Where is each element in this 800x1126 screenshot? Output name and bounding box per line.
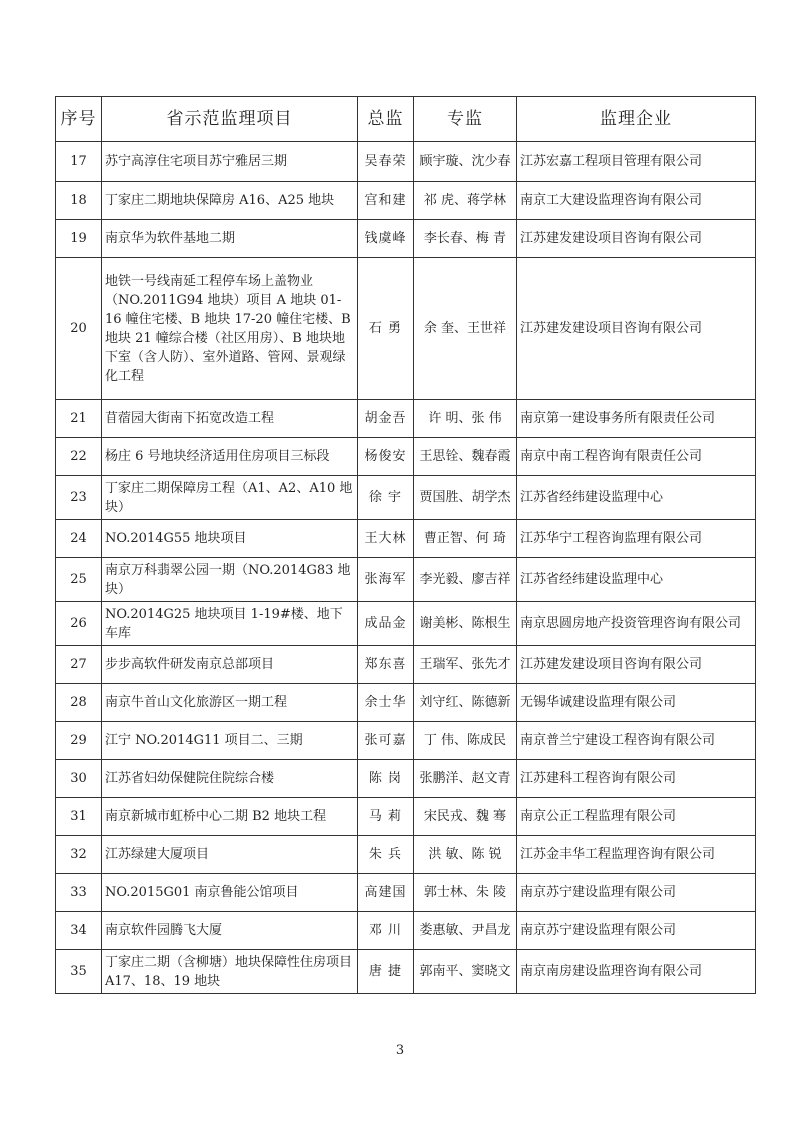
cell-supervisors: 刘守红、陈德新 [414, 684, 517, 722]
cell-project: NO.2014G55 地块项目 [102, 520, 358, 558]
cell-supervisors: 顾宇璇、沈少春 [414, 142, 517, 182]
cell-no: 19 [56, 220, 102, 258]
cell-supervisors: 宋民戎、魏 骞 [414, 798, 517, 836]
cell-company: 南京苏宁建设监理有限公司 [517, 874, 756, 912]
cell-project: 南京新城市虹桥中心二期 B2 地块工程 [102, 798, 358, 836]
cell-no: 22 [56, 438, 102, 476]
cell-project: 丁家庄二期（含柳塘）地块保障性住房项目 A17、18、19 地块 [102, 950, 358, 994]
cell-project: NO.2014G25 地块项目 1-19#楼、地下车库 [102, 602, 358, 646]
cell-no: 26 [56, 602, 102, 646]
cell-no: 18 [56, 182, 102, 220]
table-row [56, 220, 756, 258]
cell-project: 南京软件园腾飞大厦 [102, 912, 358, 950]
table-row [56, 476, 756, 520]
cell-chief: 邓 川 [358, 912, 414, 950]
cell-project: 步步高软件研发南京总部项目 [102, 646, 358, 684]
cell-no: 30 [56, 760, 102, 798]
cell-company: 南京公正工程监理有限公司 [517, 798, 756, 836]
cell-chief: 吴春荣 [358, 142, 414, 182]
header-chief: 总监 [358, 97, 414, 142]
cell-supervisors: 谢美彬、陈根生 [414, 602, 517, 646]
cell-supervisors: 李长春、梅 青 [414, 220, 517, 258]
cell-chief: 郑东喜 [358, 646, 414, 684]
cell-chief: 朱 兵 [358, 836, 414, 874]
cell-no: 20 [56, 258, 102, 400]
table-body [56, 142, 756, 994]
cell-company: 江苏建发建设项目咨询有限公司 [517, 258, 756, 400]
cell-supervisors: 张鹏洋、赵文青 [414, 760, 517, 798]
cell-no: 27 [56, 646, 102, 684]
cell-chief: 唐 捷 [358, 950, 414, 994]
cell-company: 江苏金丰华工程监理咨询有限公司 [517, 836, 756, 874]
cell-chief: 张可嘉 [358, 722, 414, 760]
cell-supervisors: 娄惠敏、尹昌龙 [414, 912, 517, 950]
table-row [56, 602, 756, 646]
cell-supervisors: 丁 伟、陈成民 [414, 722, 517, 760]
cell-supervisors: 余 奎、王世祥 [414, 258, 517, 400]
cell-supervisors: 郭士林、朱 陵 [414, 874, 517, 912]
table-row [56, 520, 756, 558]
cell-no: 25 [56, 558, 102, 602]
cell-project: 丁家庄二期地块保障房 A16、A25 地块 [102, 182, 358, 220]
cell-company: 无锡华诚建设监理有限公司 [517, 684, 756, 722]
table-row [56, 722, 756, 760]
cell-chief: 余士华 [358, 684, 414, 722]
table-row [56, 950, 756, 994]
cell-no: 21 [56, 400, 102, 438]
cell-company: 南京中南工程咨询有限责任公司 [517, 438, 756, 476]
cell-chief: 徐 宇 [358, 476, 414, 520]
table-row [56, 142, 756, 182]
cell-company: 南京苏宁建设监理有限公司 [517, 912, 756, 950]
cell-no: 28 [56, 684, 102, 722]
cell-chief: 胡金吾 [358, 400, 414, 438]
table-row [56, 646, 756, 684]
table-row [56, 558, 756, 602]
cell-chief: 马 莉 [358, 798, 414, 836]
cell-chief: 王大林 [358, 520, 414, 558]
cell-chief: 高建国 [358, 874, 414, 912]
table-row [56, 438, 756, 476]
table-row [56, 400, 756, 438]
cell-project: 江苏省妇幼保健院住院综合楼 [102, 760, 358, 798]
table-row [56, 874, 756, 912]
table-row [56, 684, 756, 722]
cell-company: 南京思圆房地产投资管理咨询有限公司 [517, 602, 756, 646]
table-row [56, 912, 756, 950]
header-no: 序号 [56, 97, 102, 142]
cell-project: 南京牛首山文化旅游区一期工程 [102, 684, 358, 722]
cell-company: 南京工大建设监理咨询有限公司 [517, 182, 756, 220]
cell-company: 南京南房建设监理咨询有限公司 [517, 950, 756, 994]
cell-chief: 成品金 [358, 602, 414, 646]
header-row [56, 97, 756, 142]
cell-chief: 钱虞峰 [358, 220, 414, 258]
cell-project: 江苏绿建大厦项目 [102, 836, 358, 874]
cell-chief: 陈 岗 [358, 760, 414, 798]
cell-no: 31 [56, 798, 102, 836]
cell-company: 江苏宏嘉工程项目管理有限公司 [517, 142, 756, 182]
cell-company: 南京普兰宁建设工程咨询有限公司 [517, 722, 756, 760]
cell-company: 江苏华宁工程咨询监理有限公司 [517, 520, 756, 558]
page-number: 3 [395, 1043, 405, 1058]
cell-chief: 张海军 [358, 558, 414, 602]
cell-no: 32 [56, 836, 102, 874]
cell-project: 南京华为软件基地二期 [102, 220, 358, 258]
cell-chief: 石 勇 [358, 258, 414, 400]
cell-supervisors: 许 明、张 伟 [414, 400, 517, 438]
cell-supervisors: 洪 敏、陈 锐 [414, 836, 517, 874]
cell-company: 江苏省经纬建设监理中心 [517, 476, 756, 520]
table-row [56, 760, 756, 798]
cell-no: 35 [56, 950, 102, 994]
header-company: 监理企业 [517, 97, 756, 142]
cell-supervisors: 祁 虎、蒋学林 [414, 182, 517, 220]
cell-company: 江苏建科工程咨询有限公司 [517, 760, 756, 798]
cell-project: 江宁 NO.2014G11 项目二、三期 [102, 722, 358, 760]
cell-supervisors: 郭南平、窦晓文 [414, 950, 517, 994]
cell-company: 江苏建发建设项目咨询有限公司 [517, 646, 756, 684]
cell-no: 24 [56, 520, 102, 558]
header-project: 省示范监理项目 [102, 97, 358, 142]
cell-project: 丁家庄二期保障房工程（A1、A2、A10 地块） [102, 476, 358, 520]
cell-supervisors: 贾国胜、胡学杰 [414, 476, 517, 520]
header-supervisors: 专监 [414, 97, 517, 142]
cell-company: 江苏省经纬建设监理中心 [517, 558, 756, 602]
cell-chief: 杨俊安 [358, 438, 414, 476]
cell-project: 地铁一号线南延工程停车场上盖物业（NO.2011G94 地块）项目 A 地块 01-16 幢住宅楼、B 地块 17-20 幢住宅楼、B 地块 21 幢综合楼（社区用房）、B 地块地下室（含人防）、室外道路、管网、景观绿化工程 [102, 258, 358, 400]
cell-company: 江苏建发建设项目咨询有限公司 [517, 220, 756, 258]
cell-no: 23 [56, 476, 102, 520]
table-row [56, 182, 756, 220]
cell-no: 17 [56, 142, 102, 182]
cell-supervisors: 曹正智、何 琦 [414, 520, 517, 558]
cell-company: 南京第一建设事务所有限责任公司 [517, 400, 756, 438]
cell-project: 杨庄 6 号地块经济适用住房项目三标段 [102, 438, 358, 476]
cell-no: 33 [56, 874, 102, 912]
cell-chief: 宫和建 [358, 182, 414, 220]
cell-project: NO.2015G01 南京鲁能公馆项目 [102, 874, 358, 912]
cell-no: 34 [56, 912, 102, 950]
cell-supervisors: 王瑞军、张先才 [414, 646, 517, 684]
cell-no: 29 [56, 722, 102, 760]
table-row [56, 258, 756, 400]
table-row [56, 798, 756, 836]
table-row [56, 836, 756, 874]
supervision-project-table [55, 96, 756, 994]
cell-project: 苜蓿园大街南下拓宽改造工程 [102, 400, 358, 438]
cell-project: 南京万科翡翠公园一期（NO.2014G83 地块） [102, 558, 358, 602]
cell-supervisors: 王思铨、魏春霞 [414, 438, 517, 476]
cell-supervisors: 李光毅、廖吉祥 [414, 558, 517, 602]
cell-project: 苏宁高淳住宅项目苏宁雅居三期 [102, 142, 358, 182]
